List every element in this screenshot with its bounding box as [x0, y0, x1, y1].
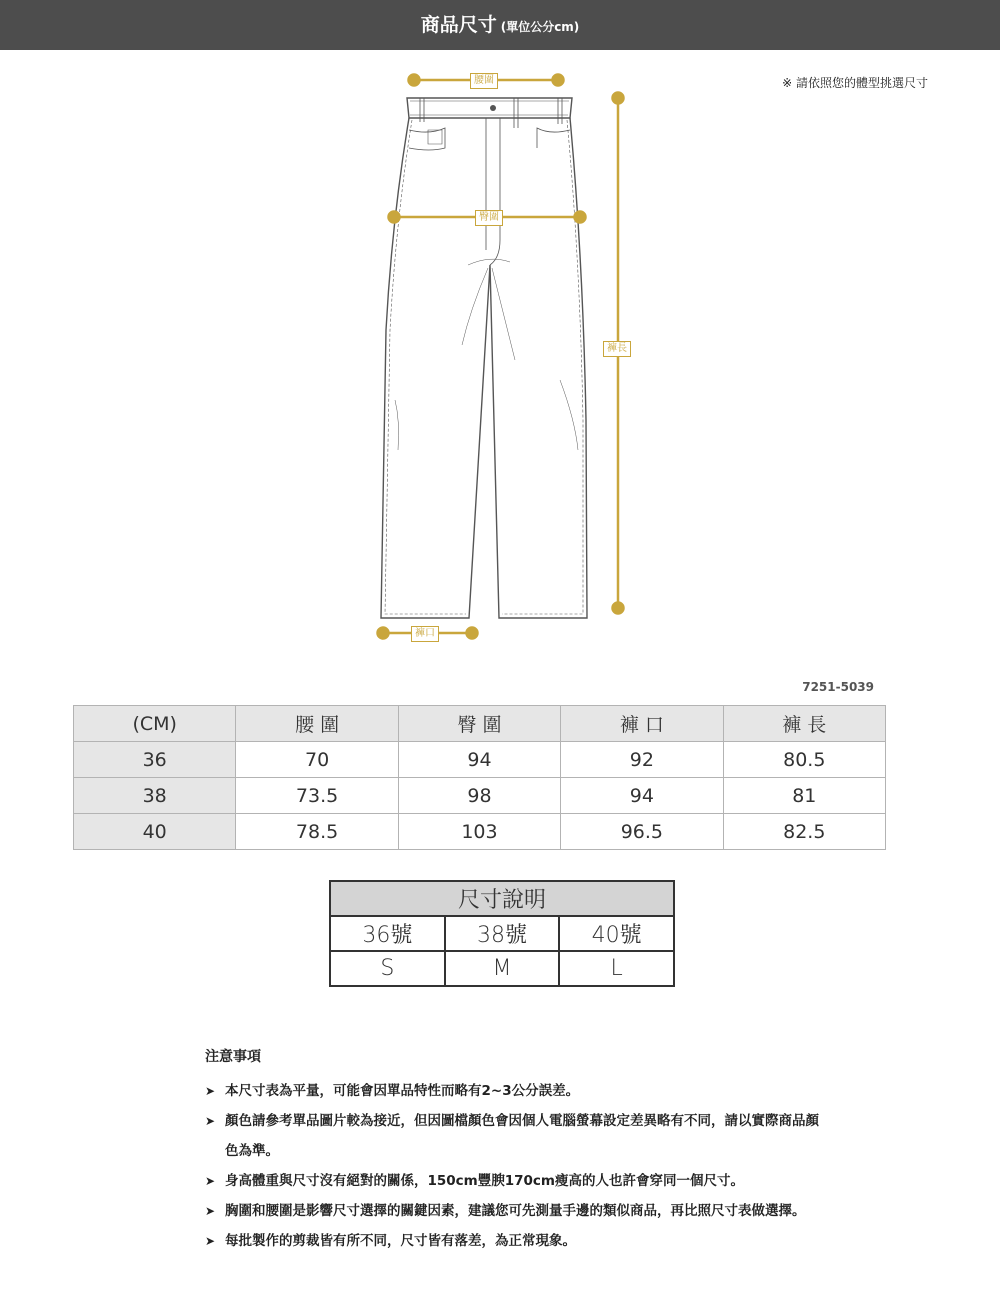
size-cell: 38 [74, 778, 236, 814]
table-cell: 82.5 [723, 814, 885, 850]
table-cell: 73.5 [236, 778, 398, 814]
list-item [205, 1196, 825, 1226]
note-text: 每批製作的剪裁皆有所不同，尺寸皆有落差，為正常現象。 [225, 1233, 576, 1249]
list-item [205, 1226, 825, 1256]
table-row [330, 951, 674, 986]
list-item [205, 1076, 825, 1106]
page-title: 商品尺寸 [420, 14, 497, 36]
page-header [0, 0, 1000, 50]
pants-outline [381, 98, 587, 618]
table-header-row [74, 706, 886, 742]
table-row [330, 916, 674, 951]
list-item [205, 1106, 825, 1166]
table-row [74, 778, 886, 814]
table-cell: 78.5 [236, 814, 398, 850]
note-text: 身高體重與尺寸沒有絕對的關係，150cm豐腴170cm瘦高的人也許會穿同一個尺寸。 [225, 1173, 744, 1189]
table-cell: 103 [398, 814, 560, 850]
arrow-icon: ➤ [205, 1204, 216, 1218]
table-cell: 96.5 [561, 814, 723, 850]
table-cell: 80.5 [723, 742, 885, 778]
column-header: 臀 圍 [398, 706, 560, 742]
note-text: 本尺寸表為平量，可能會因單品特性而略有2~3公分誤差。 [225, 1083, 580, 1099]
size-conversion-table [329, 880, 675, 987]
arrow-icon: ➤ [205, 1234, 216, 1248]
column-header: (CM) [74, 706, 236, 742]
table-cell: 92 [561, 742, 723, 778]
size-letter-cell: M [445, 951, 560, 986]
size-number-cell: 40號 [559, 916, 674, 951]
notes-list [205, 1076, 825, 1256]
size-letter-cell: L [559, 951, 674, 986]
size-cell: 40 [74, 814, 236, 850]
arrow-icon: ➤ [205, 1114, 216, 1128]
conversion-title: 尺寸說明 [330, 881, 674, 916]
size-table [73, 705, 886, 850]
notes-section [205, 1046, 825, 1256]
size-letter-cell: S [330, 951, 445, 986]
table-row [74, 742, 886, 778]
size-number-cell: 38號 [445, 916, 560, 951]
table-cell: 94 [398, 742, 560, 778]
column-header: 褲 口 [561, 706, 723, 742]
length-measure-label: 褲長 [603, 341, 631, 357]
arrow-icon: ➤ [205, 1084, 216, 1098]
hem-measure-label: 褲口 [411, 626, 439, 642]
pants-diagram [0, 60, 1000, 660]
notes-title: 注意事項 [205, 1049, 261, 1065]
size-number-cell: 36號 [330, 916, 445, 951]
table-row [74, 814, 886, 850]
arrow-icon: ➤ [205, 1174, 216, 1188]
size-selection-note: ※ 請依照您的體型挑選尺寸 [782, 76, 928, 90]
column-header: 腰 圍 [236, 706, 398, 742]
note-text: 顏色請參考單品圖片較為接近，但因圖檔顏色會因個人電腦螢幕設定差異略有不同，請以實際商品顏色為準。 [225, 1113, 819, 1159]
table-cell: 94 [561, 778, 723, 814]
note-text: 胸圍和腰圍是影響尺寸選擇的關鍵因素，建議您可先測量手邊的類似商品，再比照尺寸表做選擇。 [225, 1203, 806, 1219]
table-cell: 70 [236, 742, 398, 778]
product-code: 7251-5039 [802, 680, 874, 694]
hip-measure-label: 臀圍 [475, 210, 503, 226]
column-header: 褲 長 [723, 706, 885, 742]
size-cell: 36 [74, 742, 236, 778]
button-icon [490, 105, 496, 111]
list-item [205, 1166, 825, 1196]
table-cell: 81 [723, 778, 885, 814]
waist-measure-label: 腰圍 [470, 73, 498, 89]
unit-note: (單位公分cm) [500, 20, 580, 34]
table-cell: 98 [398, 778, 560, 814]
